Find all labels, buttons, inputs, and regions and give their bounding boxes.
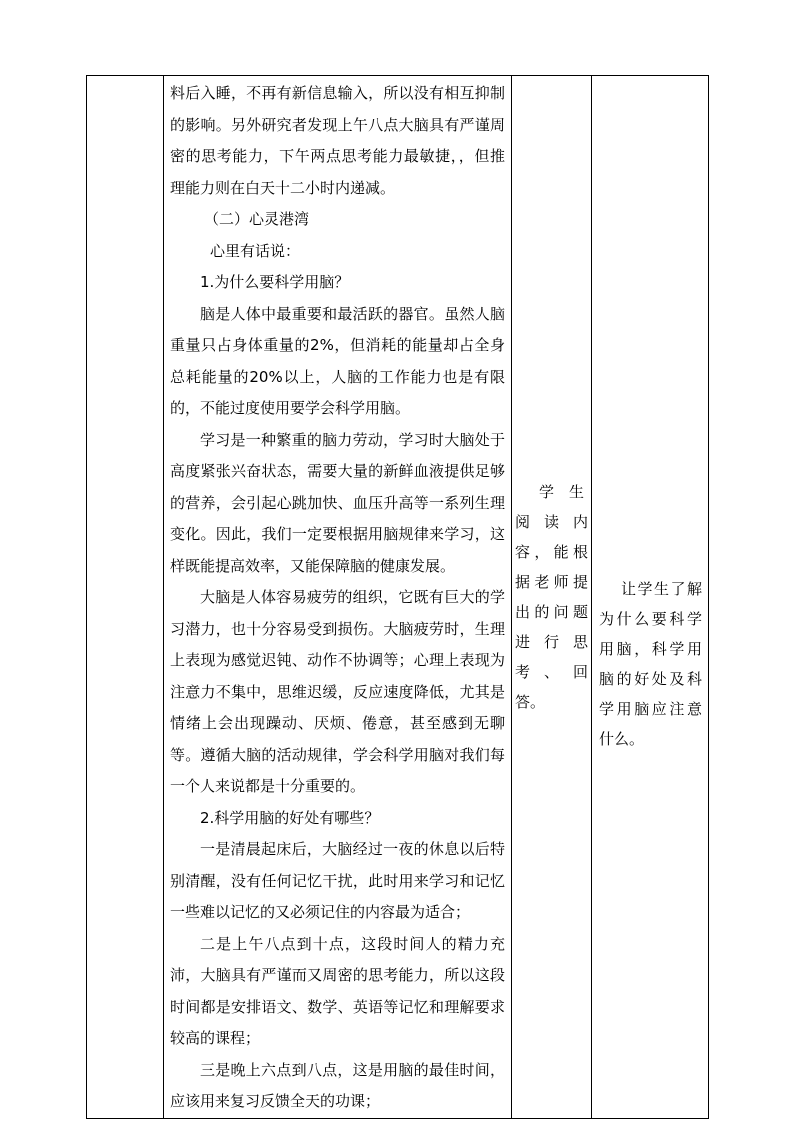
content-paragraph: 二是上午八点到十点，这段时间人的精力充沛，大脑具有严谨而又周密的思考能力，所以这段时间都是安排语文、数学、英语等记忆和理解要求较高的课程； (170, 934, 505, 1047)
content-paragraph: 三是晚上六点到八点，这是用脑的最佳时间，应该用来复习反馈全天的功课； (170, 1060, 505, 1110)
content-paragraph: 大脑是人体容易疲劳的组织，它既有巨大的学习潜力，也十分容易受到损伤。大脑疲劳时，生理上表现为感觉迟钝、动作不协调等；心理上表现为注意力不集中，思维迟缓，反应速度降低，尤其是情绪上会出现躁动、厌烦、倦意，甚至感到无聊等。遵循大脑的活动规律，学会科学用脑对我们每一个人来说都是十分重要的。 (170, 588, 505, 795)
content-paragraph: 一是清晨起床后，大脑经过一夜的休息以后特别清醒，没有任何记忆干扰，此时用来学习和记忆一些难以记忆的又必须记住的内容最为适合； (170, 840, 505, 921)
section-heading-heart-harbor: （二）心灵港湾 (204, 210, 310, 228)
subheading-heart-talk: 心里有话说： (210, 241, 301, 260)
question-heading-1: 1.为什么要科学用脑？ (200, 273, 350, 291)
teaching-content-cell (164, 76, 512, 1119)
content-paragraph: 脑是人体中最重要和最活跃的器官。虽然人脑重量只占身体重量的2%，但消耗的能量却占全身总耗能量的20%以上，人脑的工作能力也是有限的，不能过度使用要学会科学用脑。 (170, 304, 505, 417)
content-paragraph: 料后入睡，不再有新信息输入，所以没有相互抑制的影响。另外研究者发现上午八点大脑具有严谨周密的思考能力，下午两点思考能力最敏捷，，但推理能力则在白天十二小时内递减。 (170, 84, 505, 197)
content-paragraph: 学习是一种繁重的脑力劳动，学习时大脑处于高度紧张兴奋状态，需要大量的新鲜血液提供足够的营养，会引起心跳加快、血压升高等一系列生理变化。因此，我们一定要根据用脑规律来学习，这样既能提高效率，又能保障脑的健康发展。 (170, 430, 505, 575)
design-purpose-sentence: 让学生了解为什么要科学用脑，科学用脑的好处及科学用脑应注意什么。 (599, 580, 702, 748)
question-heading-2: 2.科学用脑的好处有哪些？ (200, 808, 380, 827)
lesson-plan-table (86, 75, 709, 1119)
student-activity-cell (512, 76, 592, 1119)
student-activity-text: 阅读内容，能根据老师提出的问题进行思考、回答。 (515, 512, 588, 711)
section-cell (87, 76, 164, 1119)
student-activity-line1: 学 生 (538, 482, 584, 501)
design-purpose-text (592, 574, 708, 754)
design-purpose-cell (592, 76, 709, 1119)
table-row (87, 76, 709, 1119)
